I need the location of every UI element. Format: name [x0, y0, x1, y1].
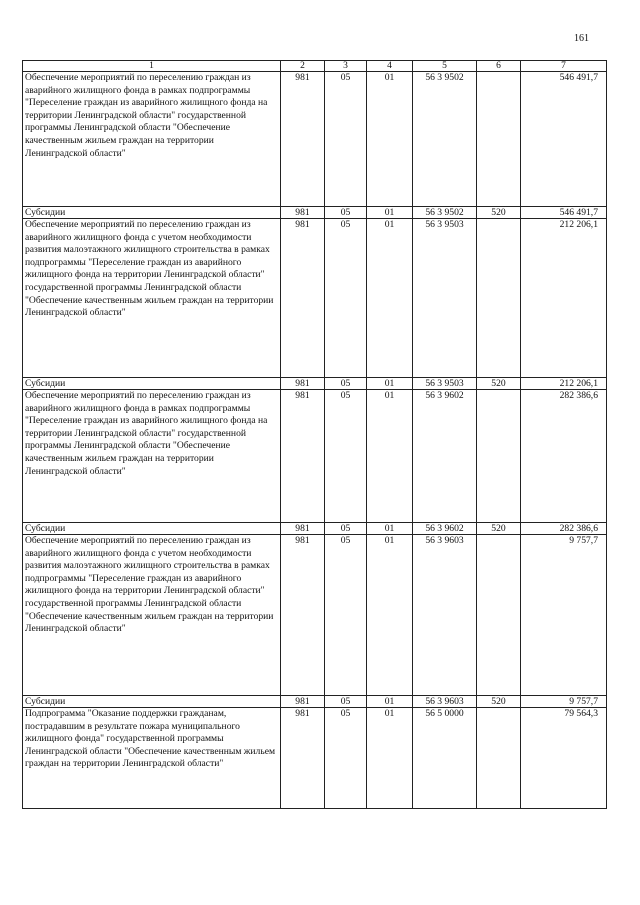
- cell-col-2: 981: [281, 207, 325, 219]
- cell-col-2: 981: [281, 219, 325, 378]
- cell-col-7: 212 206,1: [521, 219, 607, 378]
- table-row: [23, 72, 607, 207]
- table-row: [23, 207, 607, 219]
- row-name-cell: Обеспечение мероприятий по переселению граждан из аварийного жилищного фонда в рамках подпрограммы "Переселение граждан из аварийного жилищного фонда на территории Ленинградской области" государственной программы Ленинградской области "Обеспечение качественным жильем граждан на территории Ленинградской области": [23, 390, 281, 523]
- cell-col-2: 981: [281, 390, 325, 523]
- table-row: [23, 390, 607, 523]
- cell-col-6: [477, 390, 521, 523]
- cell-col-5: 56 3 9602: [413, 523, 477, 535]
- cell-col-6: [477, 72, 521, 207]
- header-col-7: 7: [521, 61, 607, 72]
- cell-col-7: 9 757,7: [521, 696, 607, 708]
- cell-col-3: 05: [325, 535, 367, 696]
- cell-col-4: 01: [367, 535, 413, 696]
- cell-col-5: 56 3 9602: [413, 390, 477, 523]
- cell-col-6: 520: [477, 523, 521, 535]
- cell-col-2: 981: [281, 535, 325, 696]
- cell-col-4: 01: [367, 219, 413, 378]
- cell-col-3: 05: [325, 219, 367, 378]
- cell-col-2: 981: [281, 523, 325, 535]
- cell-col-5: 56 3 9503: [413, 219, 477, 378]
- header-col-2: 2: [281, 61, 325, 72]
- table-row: [23, 535, 607, 696]
- cell-col-6: 520: [477, 696, 521, 708]
- cell-col-3: 05: [325, 708, 367, 809]
- budget-table: [22, 60, 607, 809]
- cell-col-3: 05: [325, 523, 367, 535]
- header-col-1: 1: [23, 61, 281, 72]
- cell-col-7: 282 386,6: [521, 523, 607, 535]
- row-name-cell: Обеспечение мероприятий по переселению граждан из аварийного жилищного фонда в рамках подпрограммы "Переселение граждан из аварийного жилищного фонда на территории Ленинградской области" государственной программы Ленинградской области "Обеспечение качественным жильем граждан на территории Ленинградской области": [23, 72, 281, 207]
- row-name-cell: Субсидии: [23, 378, 281, 390]
- row-name-cell: Подпрограмма "Оказание поддержки гражданам, пострадавшим в результате пожара муниципального жилищного фонда" государственной программы Ленинградской области "Обеспечение качественным жильем граждан на территории Ленинградской области": [23, 708, 281, 809]
- page-number: 161: [574, 33, 589, 44]
- cell-col-2: 981: [281, 72, 325, 207]
- cell-col-4: 01: [367, 523, 413, 535]
- cell-col-5: 56 3 9502: [413, 72, 477, 207]
- cell-col-4: 01: [367, 207, 413, 219]
- cell-col-7: 79 564,3: [521, 708, 607, 809]
- header-col-6: 6: [477, 61, 521, 72]
- cell-col-3: 05: [325, 207, 367, 219]
- header-col-4: 4: [367, 61, 413, 72]
- cell-col-6: [477, 535, 521, 696]
- cell-col-6: [477, 219, 521, 378]
- table-row: [23, 378, 607, 390]
- cell-col-6: [477, 708, 521, 809]
- cell-col-5: 56 3 9603: [413, 535, 477, 696]
- row-name-cell: Обеспечение мероприятий по переселению граждан из аварийного жилищного фонда с учетом необходимости развития малоэтажного жилищного строительства в рамках подпрограммы "Переселение граждан из аварийного жилищного фонда на территории Ленинградской области" государственной программы Ленинградской области "Обеспечение качественным жильем граждан на территории Ленинградской области": [23, 535, 281, 696]
- table-row: [23, 219, 607, 378]
- row-name-cell: Субсидии: [23, 207, 281, 219]
- table-header-row: [23, 61, 607, 72]
- cell-col-7: 546 491,7: [521, 207, 607, 219]
- cell-col-5: 56 3 9502: [413, 207, 477, 219]
- cell-col-4: 01: [367, 378, 413, 390]
- cell-col-5: 56 3 9503: [413, 378, 477, 390]
- table-row: [23, 708, 607, 809]
- cell-col-2: 981: [281, 378, 325, 390]
- header-col-3: 3: [325, 61, 367, 72]
- cell-col-3: 05: [325, 72, 367, 207]
- cell-col-7: 212 206,1: [521, 378, 607, 390]
- cell-col-4: 01: [367, 390, 413, 523]
- cell-col-4: 01: [367, 708, 413, 809]
- cell-col-7: 9 757,7: [521, 535, 607, 696]
- cell-col-5: 56 3 9603: [413, 696, 477, 708]
- row-name-cell: Обеспечение мероприятий по переселению граждан из аварийного жилищного фонда с учетом необходимости развития малоэтажного жилищного строительства в рамках подпрограммы "Переселение граждан из аварийного жилищного фонда на территории Ленинградской области" государственной программы Ленинградской области "Обеспечение качественным жильем граждан на территории Ленинградской области": [23, 219, 281, 378]
- header-col-5: 5: [413, 61, 477, 72]
- cell-col-2: 981: [281, 696, 325, 708]
- cell-col-4: 01: [367, 72, 413, 207]
- cell-col-4: 01: [367, 696, 413, 708]
- cell-col-5: 56 5 0000: [413, 708, 477, 809]
- row-name-cell: Субсидии: [23, 523, 281, 535]
- cell-col-3: 05: [325, 378, 367, 390]
- table-row: [23, 696, 607, 708]
- cell-col-3: 05: [325, 696, 367, 708]
- row-name-cell: Субсидии: [23, 696, 281, 708]
- cell-col-6: 520: [477, 207, 521, 219]
- cell-col-7: 546 491,7: [521, 72, 607, 207]
- cell-col-2: 981: [281, 708, 325, 809]
- table-row: [23, 523, 607, 535]
- cell-col-3: 05: [325, 390, 367, 523]
- cell-col-7: 282 386,6: [521, 390, 607, 523]
- cell-col-6: 520: [477, 378, 521, 390]
